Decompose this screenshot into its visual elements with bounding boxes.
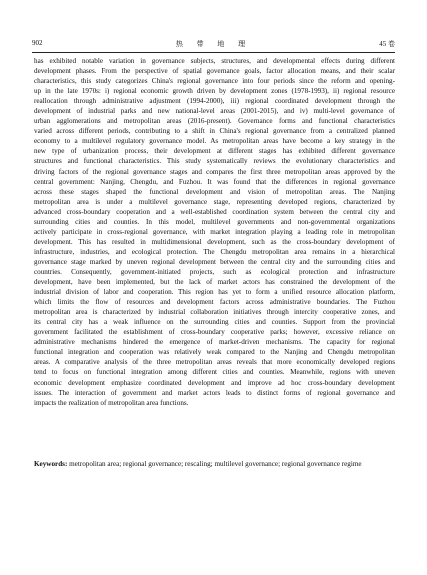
english-abstract — [34, 56, 395, 408]
abstract-line: reallocation through administrative adjustment (1994-2000), iii) regional coordinated development through the — [34, 97, 395, 106]
abstract-line: surrounding cities and counties. In this model, multilevel governments and non-governmental organizations — [34, 217, 395, 226]
abstract-line: varied across different periods, contributing to a shift in China's regional governance from a centralized planned — [34, 127, 395, 136]
abstract-line: development. This has resulted in multidimensional development, such as the cross-boundary development of — [34, 237, 395, 246]
abstract-line: governance stage marked by uneven regional development between the central city and the surrounding cities and — [34, 257, 395, 266]
abstract-line: characteristics, this study categorizes China's regional governance into four periods since the reform and opening- — [34, 77, 395, 86]
abstract-line: impacts the realization of metropolitan area functions. — [34, 398, 189, 407]
abstract-line: functional integration and cooperation was relatively weak compared to the Nanjing and Chengdu metropolitan — [34, 348, 395, 357]
abstract-line: development phases. From the perspective of spatial governance goals, factor allocation means, and their scalar — [34, 67, 395, 76]
abstract-line: economy to a multilevel regulatory governance model. As metropolitan areas have become a key strategy in the — [34, 137, 395, 146]
keywords-text: metropolitan area; regional governance; rescaling; multilevel governance; regional governance regime — [67, 460, 362, 468]
abstract-line: its central city has a weak influence on the surrounding cities and counties. Support from the provincial — [34, 318, 395, 327]
abstract-line: industrial division of labor and cooperation. This region has yet to form a unified resource allocation platform, — [34, 288, 395, 297]
abstract-line: central government: Nanjing, Chengdu, and Fuzhou. It was found that the differences in regional governance — [34, 177, 395, 186]
abstract-line: infrastructure, industries, and ecological protection. The Chengdu metropolitan area remains in a hierarchical — [34, 247, 395, 256]
abstract-line: development, have been implemented, but the lack of market actors has constrained the development of the — [34, 278, 395, 287]
abstract-line: government facilitated the establishment of cross-boundary cooperative parks; however, excessive reliance on — [34, 328, 395, 337]
abstract-line: issues. The interaction of government and market actors leads to distinct forms of regional governance and — [34, 388, 395, 397]
abstract-line: has exhibited notable variation in governance subjects, structures, and developmental effects during different — [34, 57, 395, 65]
keywords-line — [34, 459, 395, 469]
page-number: 902 — [32, 39, 43, 47]
abstract-line: areas. A comparative analysis of the three metropolitan areas reveals that more economically developed regions — [34, 358, 395, 367]
abstract-line: up in the late 1970s: i) regional economic growth driven by development zones (1978-1993), ii) regional resource — [34, 87, 395, 96]
abstract-line: countries. Consequently, government-initiated projects, such as ecological protection and infrastructure — [34, 267, 395, 276]
abstract-line: metropolitan area is characterized by industrial collaboration initiatives through intercity cooperative zones, and — [34, 308, 395, 317]
abstract-line: advanced cross-boundary cooperation and a well-established coordination system between the central city and — [34, 207, 395, 216]
abstract-line: which limits the flow of resources and development factors across administrative boundaries. The Fuzhou — [34, 298, 395, 307]
volume-number: 45 卷 — [379, 40, 395, 48]
abstract-line: metropolitan area is under a multilevel governance stage, representing developed regions, characterized by — [34, 197, 395, 206]
keywords-label: Keywords: — [34, 460, 68, 468]
journal-title: 热 带 地 理 — [175, 40, 252, 48]
abstract-line: tend to focus on functional integration among different cities and counties. Meanwhile, regions with uneven — [34, 368, 395, 377]
abstract-line: economic development emphasize coordinated development and improve ad hoc cross-boundary development — [34, 378, 395, 387]
abstract-line: structures and functional characteristics. This study systematically reviews the evolutionary characteristics and — [34, 157, 395, 166]
running-header — [32, 36, 395, 50]
abstract-line: urban agglomerations and metropolitan areas (2016-present). Governance forms and functional characteristics — [34, 117, 395, 126]
abstract-line: administrative mechanisms hindered the emergence of market-driven mechanisms. The capacity for regional — [34, 338, 395, 347]
header-rule — [32, 52, 395, 53]
abstract-line: development of industrial parks and new national-level areas (2001-2015), and iv) multi-level governance of — [34, 107, 395, 116]
abstract-line: across these stages shaped the functional development and vision of metropolitan areas. The Nanjing — [34, 187, 395, 196]
abstract-line: new type of urbanization process, their development at different stages has exhibited different governance — [34, 147, 395, 156]
abstract-line: actively participate in cross-regional governance, with market integration playing a leading role in metropolitan — [34, 227, 395, 236]
abstract-line: driving factors of the regional governance stages and compares the first three metropolitan areas approved by the — [34, 167, 395, 176]
